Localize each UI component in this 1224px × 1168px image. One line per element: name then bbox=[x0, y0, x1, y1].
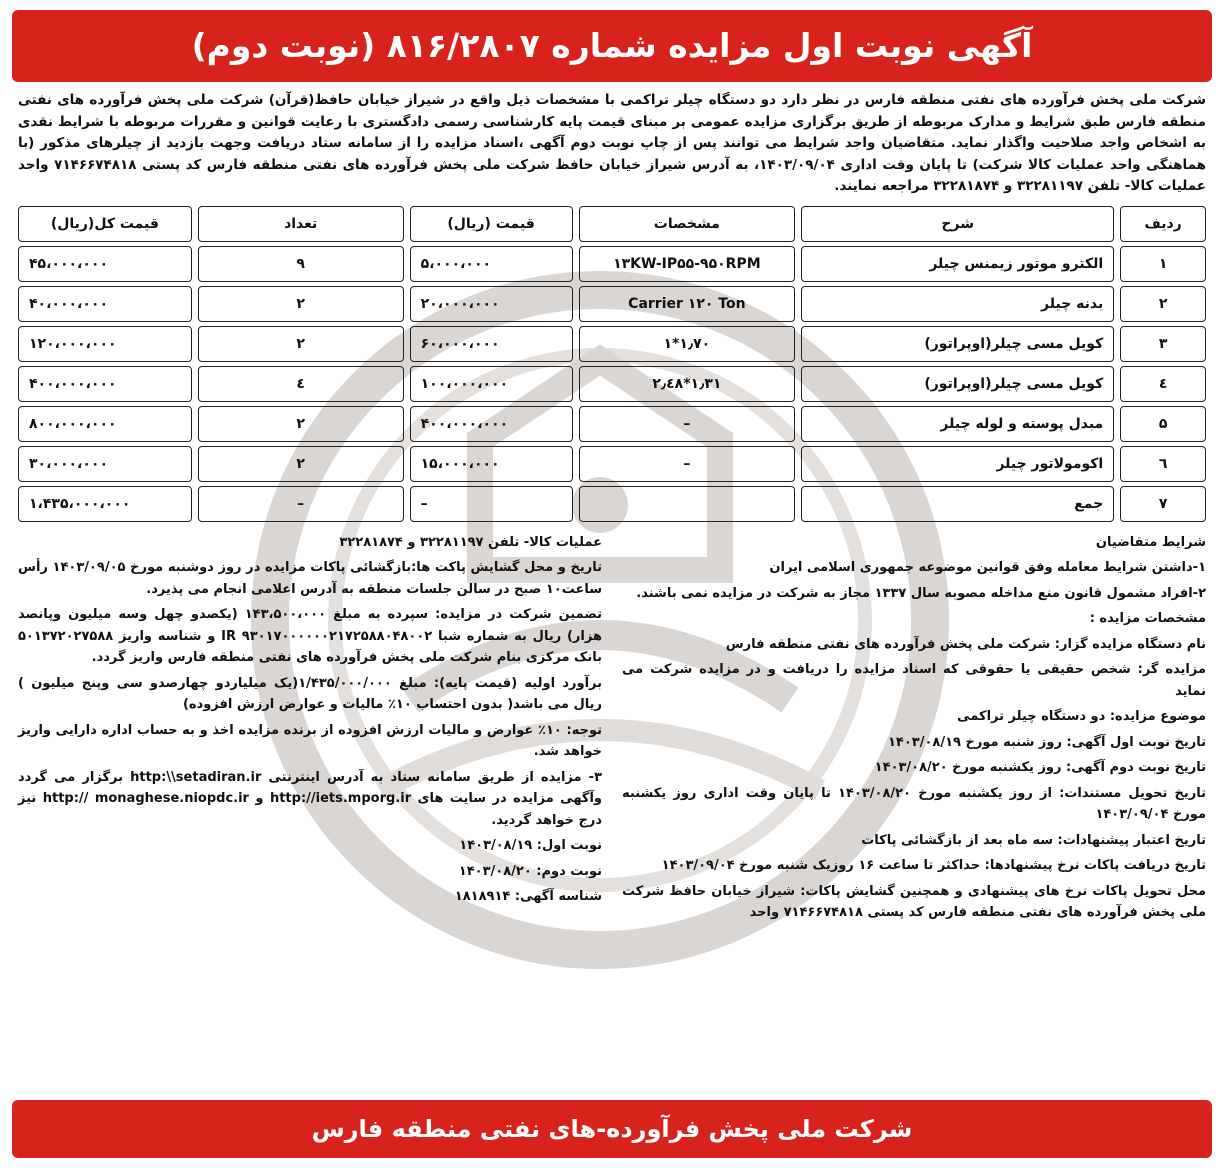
row-unit-price: ۴۰۰،۰۰۰،۰۰۰ bbox=[410, 406, 573, 442]
table-header-row bbox=[18, 206, 1206, 242]
row-total-price: ۴۰۰،۰۰۰،۰۰۰ bbox=[18, 366, 192, 402]
items-table bbox=[12, 202, 1212, 526]
row-specification: – bbox=[579, 446, 796, 482]
header-specifications: مشخصات bbox=[579, 206, 796, 242]
conditions-column bbox=[622, 532, 1206, 928]
operations-phone: عملیات کالا- تلفن ۳۲۲۸۱۱۹۷ و ۳۲۲۸۱۸۷۴ bbox=[339, 534, 602, 550]
organizer-name: نام دستگاه مزایده گزار: شرکت ملی پخش فرآورده های نفتی منطقه فارس bbox=[725, 636, 1206, 652]
condition-2: ۲-افراد مشمول قانون منع مداخله مصوبه سال ۱۳۳۷ مجاز به شرکت در مزایده نمی باشند. bbox=[636, 585, 1206, 601]
row-quantity: ۲ bbox=[198, 446, 404, 482]
first-turn-date: نوبت اول: ۱۴۰۳/۰۸/۱۹ bbox=[459, 838, 602, 853]
iets-link[interactable]: http://iets.mporg.ir bbox=[269, 791, 412, 806]
portal-text-start: ۳- مزایده از طریق سامانه ستاد به آدرس اینترنتی bbox=[268, 769, 602, 785]
monaghese-link[interactable]: http:// monaghese.niopdc.ir bbox=[42, 791, 249, 806]
portal-text-end: نیز درج خواهد گردید. bbox=[18, 791, 602, 828]
table-total-row bbox=[18, 486, 1206, 522]
delivery-place: محل تحویل پاکات نرخ های پیشنهادی و همچنین گشایش پاکات: شیراز خیابان حافظ شرکت ملی پخش فرآورده های نفتی منطقه فارس کد پستی ۷۱۴۶۶۷۴۸۱۸ واحد bbox=[622, 883, 1206, 920]
total-label: جمع bbox=[801, 486, 1114, 522]
row-specification: ۱۳KW-IP۵۵-۹۵۰RPM bbox=[579, 246, 796, 282]
auction-title-banner: آگهی نوبت اول مزایده شماره ۸۱۶/۲۸۰۷ (نوبت دوم) bbox=[12, 10, 1212, 82]
table-row bbox=[18, 366, 1206, 402]
row-number: ۷ bbox=[1120, 486, 1206, 522]
row-unit-price: ۱۵،۰۰۰،۰۰۰ bbox=[410, 446, 573, 482]
header-total-price: قیمت کل(ریال) bbox=[18, 206, 192, 242]
auction-specs-title: مشخصات مزایده : bbox=[1089, 611, 1206, 626]
row-description: اکومولاتور چیلر bbox=[801, 446, 1114, 482]
table-row bbox=[18, 406, 1206, 442]
row-unit-price: ۶۰،۰۰۰،۰۰۰ bbox=[410, 326, 573, 362]
offer-validity: تاریخ اعتبار پیشنهادات: سه ماه بعد از بازگشائی پاکات bbox=[861, 832, 1206, 848]
table-row bbox=[18, 326, 1206, 362]
row-description: کویل مسی چیلر(اوپراتور) bbox=[801, 326, 1114, 362]
row-number: ۳ bbox=[1120, 326, 1206, 362]
setad-link[interactable]: http:\\setadiran.ir bbox=[130, 769, 262, 785]
row-total-price: ۴۰،۰۰۰،۰۰۰ bbox=[18, 286, 192, 322]
second-turn-date: نوبت دوم: ۱۴۰۳/۰۸/۲۰ bbox=[458, 863, 602, 879]
row-quantity: ۲ bbox=[198, 406, 404, 442]
details-columns bbox=[18, 532, 1206, 928]
portal-and-word: و bbox=[255, 791, 264, 806]
row-unit-price: ۱۰۰،۰۰۰،۰۰۰ bbox=[410, 366, 573, 402]
row-quantity: – bbox=[198, 486, 404, 522]
header-quantity: تعداد bbox=[198, 206, 404, 242]
row-total-price: ۱۲۰،۰۰۰،۰۰۰ bbox=[18, 326, 192, 362]
row-quantity: ۹ bbox=[198, 246, 404, 282]
row-quantity: ۲ bbox=[198, 326, 404, 362]
first-ad-date: تاریخ نوبت اول آگهی: روز شنبه مورخ ۱۴۰۳/۰۸/۱۹ bbox=[888, 734, 1206, 750]
row-unit-price: – bbox=[410, 486, 573, 522]
portal-text-middle: برگزار می گردد وآگهی مزایده در سایت های bbox=[18, 769, 603, 806]
table-row bbox=[18, 246, 1206, 282]
participation-guarantee: تضمین شرکت در مزایده: سپرده به مبلغ ۱۴۳،۵۰۰،۰۰۰ (یکصدو چهل وسه میلیون وپانصد هزار) ریال به شماره شبا IR ۹۳۰۱۷۰۰۰۰۰۰۲۱۷۲۵۸۸۰۴۸۰۰۲ و شناسه واریز ۵۰۱۳۷۲۰۲۷۵۸۸ بانک مرکزی بنام شرکت ملی پخش فرآورده های نفتی منطقه فارس واریز گردد. bbox=[18, 607, 602, 665]
row-specification: ۲٫٤۸*۱٫۳۱ bbox=[579, 366, 796, 402]
row-description: الکترو موتور زیمنس چیلر bbox=[801, 246, 1114, 282]
row-quantity: ٤ bbox=[198, 366, 404, 402]
row-total-price: ۳۰،۰۰۰،۰۰۰ bbox=[18, 446, 192, 482]
row-specification: ۱*۱٫۷۰ bbox=[579, 326, 796, 362]
grand-total: ۱،۴۳۵،۰۰۰،۰۰۰ bbox=[18, 486, 192, 522]
table-row bbox=[18, 286, 1206, 322]
opening-date-place: تاریخ و محل گشایش پاکت ها:بازگشائی پاکات مزایده در روز دوشنبه مورخ ۱۴۰۳/۰۹/۰۵ رأس ساعت۱۰ صبح در سالن جلسات منطقه به آدرس اعلامی انجام می پذیرد. bbox=[18, 560, 602, 597]
bidder-definition: مزایده گر: شخص حقیقی یا حقوقی که اسناد مزایده را دریافت و در مزایده شرکت می نماید bbox=[622, 662, 1206, 699]
row-total-price: ۴۵،۰۰۰،۰۰۰ bbox=[18, 246, 192, 282]
row-description: بدنه چیلر bbox=[801, 286, 1114, 322]
header-description: شرح bbox=[801, 206, 1114, 242]
condition-1: ۱-داشتن شرایط معامله وفق قوانین موضوعه جمهوری اسلامی ایران bbox=[769, 560, 1206, 575]
table-row bbox=[18, 446, 1206, 482]
envelope-receipt-date: تاریخ دریافت پاکات نرخ پیشنهادها: حداکثر تا ساعت ۱۶ روزیک شنبه مورخ ۱۴۰۳/۰۹/۰۴ bbox=[661, 858, 1206, 873]
details-left-column bbox=[18, 532, 602, 928]
row-number: ۵ bbox=[1120, 406, 1206, 442]
second-ad-date: تاریخ نوبت دوم آگهی: روز یکشنبه مورخ ۱۴۰۳/۰۸/۲۰ bbox=[874, 760, 1206, 775]
portal-info bbox=[18, 767, 602, 832]
row-total-price: ۸۰۰،۰۰۰،۰۰۰ bbox=[18, 406, 192, 442]
row-number: ۱ bbox=[1120, 246, 1206, 282]
row-description: کویل مسی چیلر(اوپراتور) bbox=[801, 366, 1114, 402]
auction-subject: موضوع مزایده: دو دستگاه چیلر تراکمی bbox=[957, 709, 1206, 724]
intro-paragraph: شرکت ملی پخش فرآورده های نفتی منطقه فارس در نظر دارد دو دستگاه چیلر تراکمی با مشخصات ذیل واقع در شیراز خیابان حافظ(قرآن) شرکت ملی پخش فرآورده های نفتی منطقه فارس طبق شرایط و مدارک مربوطه از طریق برگزاری مزایده عمومی بر مبنای قیمت پایه کارشناسی رسمی دادگستری با رعایت قوانین و مقررات مربوطه با شرایط نقدی به اشخاص واجد صلاحیت واگذار نماید. متقاضیان واجد شرایط می توانند پس از چاپ نوبت دوم آگهی ،اسناد مزایده را از سامانه ستاد دریافت وجهت بازدید از چیلرهای مذکور (با هماهنگی واحد عملیات کالا شرکت) تا پایان وقت اداری ۱۴۰۳/۰۹/۰۴، به آدرس شیراز خیابان حافظ شرکت ملی پخش فرآورده های نفتی منطقه فارس کد پستی ۷۱۴۶۶۷۴۸۱۸ واحد عملیات کالا- تلفن ۳۲۲۸۱۱۹۷ و ۳۲۲۸۱۸۷۴ مراجعه نمایند. bbox=[18, 92, 1206, 194]
row-unit-price: ۲۰،۰۰۰،۰۰۰ bbox=[410, 286, 573, 322]
row-specification: – bbox=[579, 406, 796, 442]
vat-note: توجه: ۱۰٪ عوارض و مالیات ارزش افزوده از برنده مزایده اخذ و به حساب اداره دارایی واریز خواهد شد. bbox=[18, 722, 603, 759]
row-unit-price: ۵،۰۰۰،۰۰۰ bbox=[410, 246, 573, 282]
base-price-estimate: برآورد اولیه (قیمت پایه): مبلغ ۱/۴۳۵/۰۰۰/۰۰۰(یک میلیاردو چهارصدو سی وپنج میلیون ) ریال می باشد( بدون احتساب ۱۰٪ مالیات و عوارض ارزش افزوده) bbox=[18, 675, 602, 712]
row-number: ٦ bbox=[1120, 446, 1206, 482]
row-description: مبدل پوسته و لوله چیلر bbox=[801, 406, 1114, 442]
row-number: ٤ bbox=[1120, 366, 1206, 402]
header-row-number: ردیف bbox=[1120, 206, 1206, 242]
conditions-title: شرایط متقاضیان bbox=[1095, 534, 1206, 550]
row-specification bbox=[579, 486, 796, 522]
documents-delivery-date: تاریخ تحویل مستندات: از روز یکشنبه مورخ ۱۴۰۳/۰۸/۲۰ تا پایان وقت اداری روز یکشنبه مورخ ۱۴۰۳/۰۹/۰۴ bbox=[622, 785, 1206, 822]
header-unit-price: قیمت (ریال) bbox=[410, 206, 573, 242]
row-specification: Carrier ۱۲۰ Ton bbox=[579, 286, 796, 322]
row-number: ۲ bbox=[1120, 286, 1206, 322]
row-quantity: ۲ bbox=[198, 286, 404, 322]
company-footer-banner: شرکت ملی پخش فرآورده‌-های نفتی منطقه فارس bbox=[12, 1100, 1212, 1158]
ad-identifier: شناسه آگهی: ۱۸۱۸۹۱۴ bbox=[454, 889, 602, 904]
